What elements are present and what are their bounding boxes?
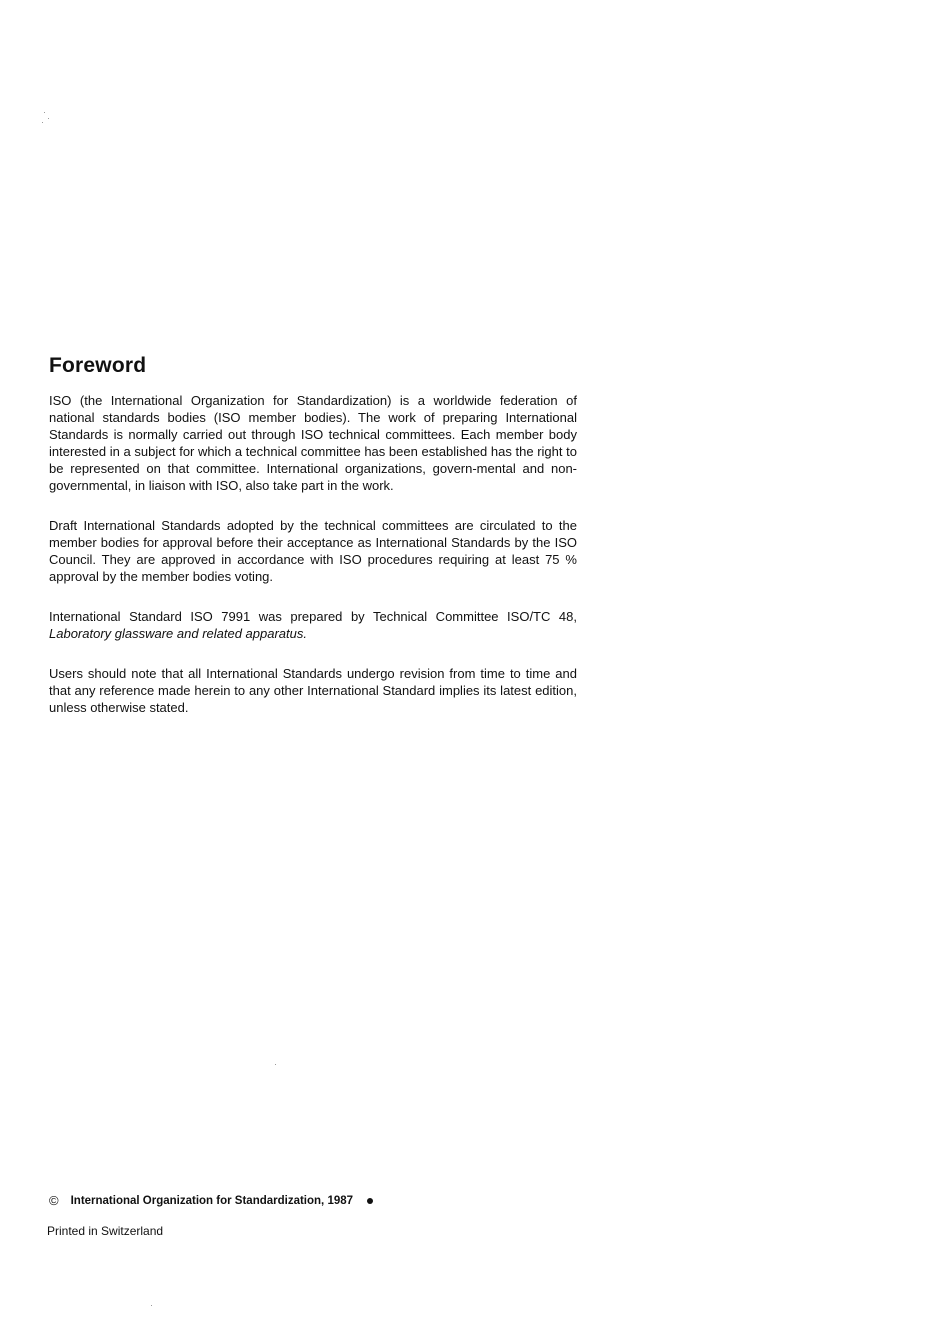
scan-speck bbox=[42, 122, 43, 123]
foreword-paragraph-draft-standards: Draft International Standards adopted by the technical committees are circulated to the member bodies for approval before their acceptance as International Standards by the ISO Council. They are approved in accordance with ISO procedures requiring at least 75 % approval by the member bodies voting. bbox=[49, 518, 577, 584]
foreword-section bbox=[49, 354, 577, 739]
copyright-text: International Organization for Standardization, 1987 bbox=[70, 1194, 354, 1207]
iso-7991-statement: International Standard ISO 7991 was prepared by Technical Committee ISO/TC 48, bbox=[49, 609, 577, 624]
scan-speck bbox=[48, 118, 49, 119]
committee-title: Laboratory glassware and related apparatus. bbox=[49, 626, 307, 641]
foreword-paragraph-revision-note: Users should note that all International Standards undergo revision from time to time and that any reference made herein to any other International Standard implies its latest edition, unless otherwise stated. bbox=[49, 666, 577, 715]
bullet-icon bbox=[367, 1198, 373, 1204]
scan-speck bbox=[44, 112, 45, 113]
copyright-icon: © bbox=[49, 1193, 59, 1208]
copyright-line bbox=[49, 1193, 373, 1208]
printed-in-line: Printed in Switzerland bbox=[47, 1224, 164, 1238]
foreword-heading: Foreword bbox=[49, 354, 147, 377]
foreword-paragraph-iso-federation: ISO (the International Organization for Standardization) is a worldwide federation of national standards bodies (ISO member bodies). The work of preparing International Standards is normally carried out through ISO technical committees. Each member body interested in a subject for which a technical committee has been established has the right to be represented on that committee. International organizations, govern-mental and non-governmental, in liaison with ISO, also take part in the work. bbox=[49, 393, 577, 493]
foreword-paragraph-iso-7991 bbox=[49, 608, 577, 642]
scan-speck bbox=[275, 1064, 276, 1065]
scan-speck bbox=[151, 1305, 152, 1306]
